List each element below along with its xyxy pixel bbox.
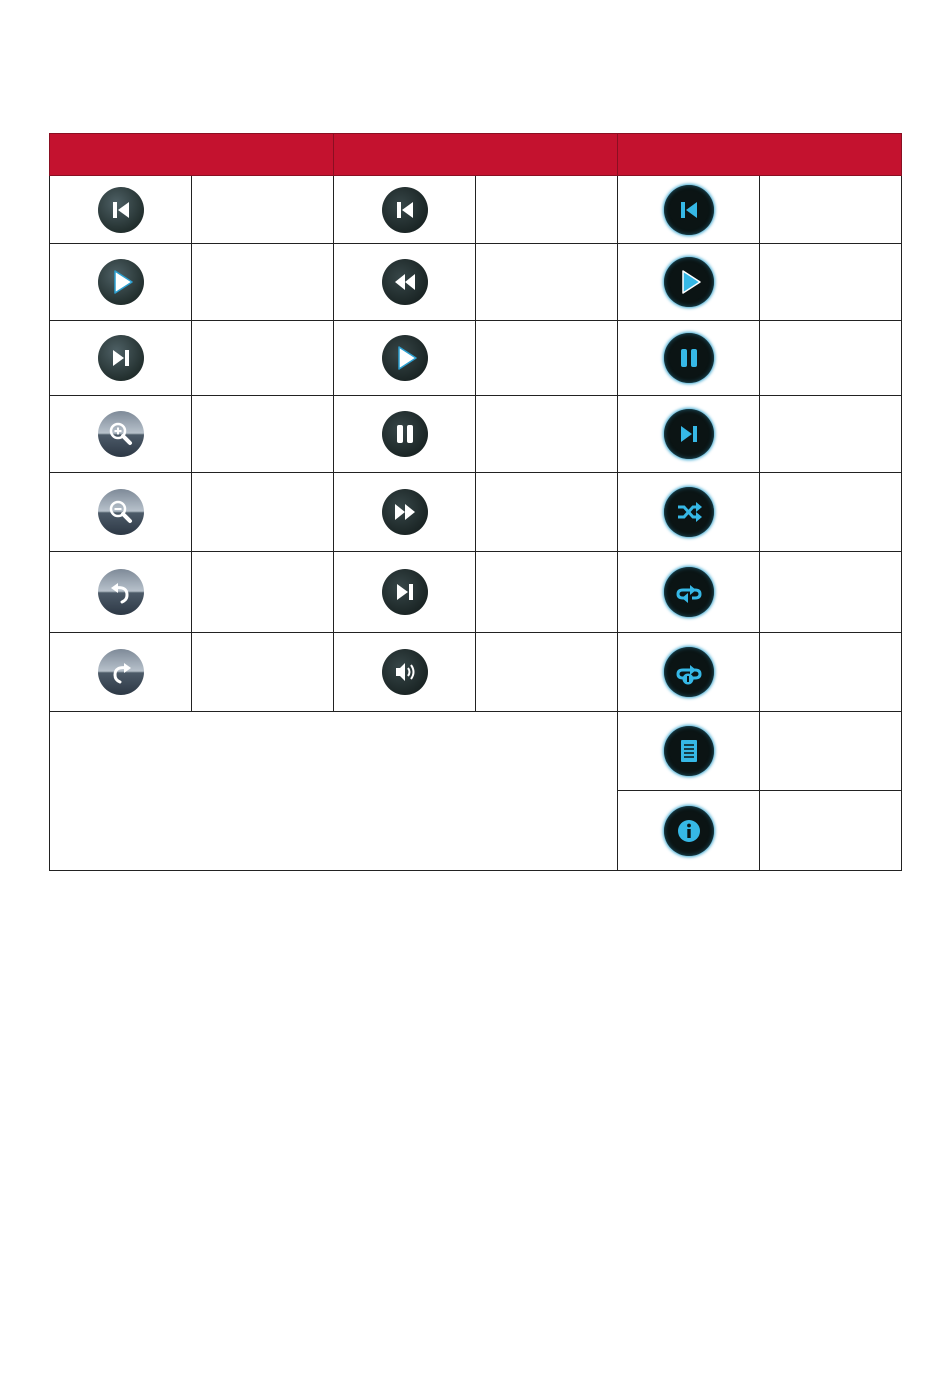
icon-cell <box>334 244 476 321</box>
description-cell <box>760 321 902 396</box>
pause-icon <box>382 411 428 457</box>
rewind-icon <box>382 259 428 305</box>
description-cell <box>760 552 902 633</box>
fast-forward-icon <box>382 489 428 535</box>
description-cell <box>760 712 902 791</box>
icon-cell <box>618 712 760 791</box>
icon-cell <box>618 396 760 473</box>
play-icon <box>98 259 144 305</box>
skip-to-end-icon <box>98 335 144 381</box>
icon-cell <box>618 176 760 244</box>
description-cell <box>476 552 618 633</box>
zoom-out-icon <box>98 489 144 535</box>
icon-cell <box>50 473 192 552</box>
table-row <box>50 396 902 473</box>
play-icon <box>664 257 714 307</box>
skip-to-end-icon <box>664 409 714 459</box>
icon-cell <box>50 633 192 712</box>
description-cell <box>760 244 902 321</box>
icon-cell <box>334 552 476 633</box>
description-cell <box>760 791 902 871</box>
table-header-row <box>50 134 902 176</box>
table-row <box>50 176 902 244</box>
repeat-icon <box>664 567 714 617</box>
icon-cell <box>618 473 760 552</box>
icon-cell <box>334 321 476 396</box>
rotate-right-icon <box>98 649 144 695</box>
description-cell <box>760 473 902 552</box>
table-row <box>50 473 902 552</box>
play-icon <box>382 335 428 381</box>
icon-cell <box>50 244 192 321</box>
description-cell <box>192 473 334 552</box>
table-row <box>50 633 902 712</box>
icon-cell <box>618 791 760 871</box>
playlist-icon <box>664 726 714 776</box>
description-cell <box>476 396 618 473</box>
description-cell <box>476 176 618 244</box>
icon-cell <box>50 396 192 473</box>
description-cell <box>476 633 618 712</box>
icon-reference-table <box>49 133 902 871</box>
skip-to-start-icon <box>382 187 428 233</box>
description-cell <box>192 176 334 244</box>
volume-icon <box>382 649 428 695</box>
icon-cell <box>50 176 192 244</box>
table-row <box>50 321 902 396</box>
description-cell <box>476 321 618 396</box>
icon-cell <box>334 176 476 244</box>
skip-to-start-icon <box>664 185 714 235</box>
skip-to-start-icon <box>98 187 144 233</box>
icon-cell <box>50 321 192 396</box>
description-cell <box>476 473 618 552</box>
description-cell <box>760 176 902 244</box>
empty-cell <box>50 712 618 871</box>
icon-cell <box>50 552 192 633</box>
header-video <box>334 134 618 176</box>
description-cell <box>192 552 334 633</box>
icon-cell <box>618 552 760 633</box>
pause-icon <box>664 333 714 383</box>
skip-to-end-icon <box>382 569 428 615</box>
zoom-in-icon <box>98 411 144 457</box>
description-cell <box>192 396 334 473</box>
repeat-one-icon <box>664 647 714 697</box>
description-cell <box>476 244 618 321</box>
header-music <box>618 134 902 176</box>
icon-cell <box>334 473 476 552</box>
table-row <box>50 712 902 791</box>
icon-cell <box>618 633 760 712</box>
icon-cell <box>618 244 760 321</box>
description-cell <box>192 633 334 712</box>
table-row <box>50 552 902 633</box>
header-photo <box>50 134 334 176</box>
description-cell <box>192 321 334 396</box>
info-icon <box>664 806 714 856</box>
description-cell <box>192 244 334 321</box>
description-cell <box>760 633 902 712</box>
description-cell <box>760 396 902 473</box>
table-row <box>50 244 902 321</box>
icon-cell <box>334 396 476 473</box>
shuffle-icon <box>664 487 714 537</box>
icon-cell <box>618 321 760 396</box>
icon-cell <box>334 633 476 712</box>
rotate-left-icon <box>98 569 144 615</box>
